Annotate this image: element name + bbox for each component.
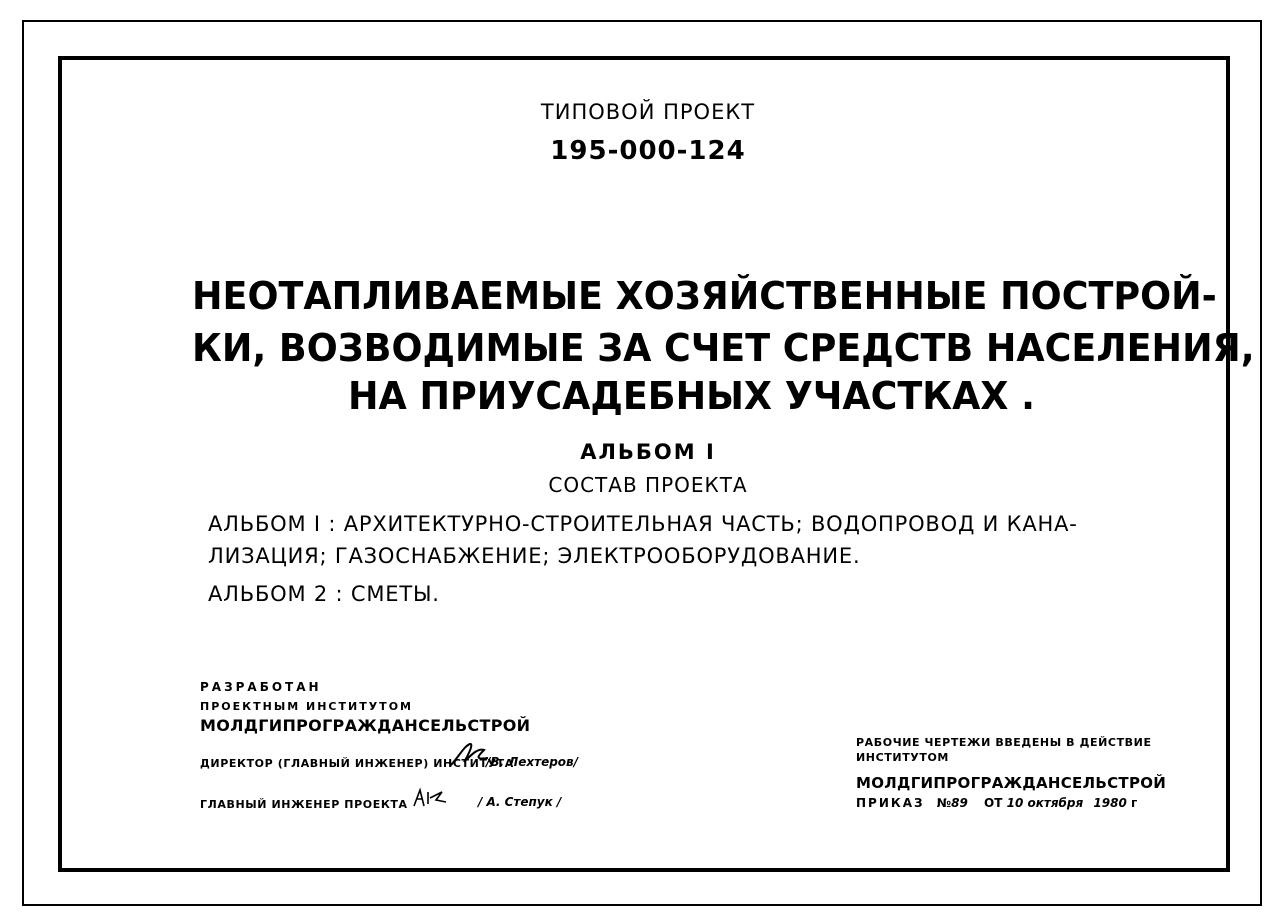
director-name: /В. Лехтеров/: [486, 755, 579, 769]
order-label: ПРИКАЗ: [856, 796, 925, 810]
title-sheet: [58, 56, 1255, 872]
approval-line-2: ИНСТИТУТОМ: [856, 751, 949, 764]
order-number-label: №: [936, 796, 952, 810]
order-year-suffix: г: [1131, 796, 1138, 810]
composition-line-1: АЛЬБОМ I : АРХИТЕКТУРНО-СТРОИТЕЛЬНАЯ ЧАСТЬ; ВОДОПРОВОД И КАНА-: [208, 512, 1078, 536]
approval-institute: МОЛДГИПРОГРАЖДАНСЕЛЬСТРОЙ: [856, 774, 1167, 792]
developer-institute: МОЛДГИПРОГРАЖДАНСЕЛЬСТРОЙ: [200, 716, 531, 735]
order-date-prefix: ОТ: [984, 796, 1003, 810]
composition-heading: СОСТАВ ПРОЕКТА: [548, 473, 748, 497]
approval-line-1: РАБОЧИЕ ЧЕРТЕЖИ ВВЕДЕНЫ В ДЕЙСТВИЕ: [856, 736, 1152, 749]
chief-engineer-signature: [412, 786, 456, 810]
chief-engineer-name: / А. Степук /: [478, 795, 562, 809]
composition-line-3: АЛЬБОМ 2 : СМЕТЫ.: [208, 582, 440, 606]
developer-label: РАЗРАБОТАН: [200, 680, 322, 694]
composition-line-2: ЛИЗАЦИЯ; ГАЗОСНАБЖЕНИЕ; ЭЛЕКТРООБОРУДОВАНИЕ.: [208, 544, 861, 568]
project-series: ТИПОВОЙ ПРОЕКТ: [540, 100, 756, 124]
order-year: 1980: [1093, 796, 1127, 810]
approval-order: [856, 796, 1137, 810]
title-line-3: НА ПРИУСАДЕБНЫХ УЧАСТКАХ .: [348, 374, 1035, 418]
developer-by: ПРОЕКТНЫМ ИНСТИТУТОМ: [200, 700, 413, 713]
title-line-2: КИ, ВОЗВОДИМЫЕ ЗА СЧЕТ СРЕДСТВ НАСЕЛЕНИЯ,: [192, 326, 1255, 370]
chief-engineer-label: ГЛАВНЫЙ ИНЖЕНЕР ПРОЕКТА: [200, 798, 408, 811]
director-label: ДИРЕКТОР (ГЛАВНЫЙ ИНЖЕНЕР) ИНСТИТУТА: [200, 757, 514, 770]
order-date: 10 октября: [1006, 796, 1084, 810]
title-line-1: НЕОТАПЛИВАЕМЫЕ ХОЗЯЙСТВЕННЫЕ ПОСТРОЙ-: [192, 274, 1217, 318]
order-number: 89: [951, 796, 968, 810]
album-label: АЛЬБОМ I: [580, 440, 716, 464]
project-number: 195-000-124: [550, 136, 746, 166]
